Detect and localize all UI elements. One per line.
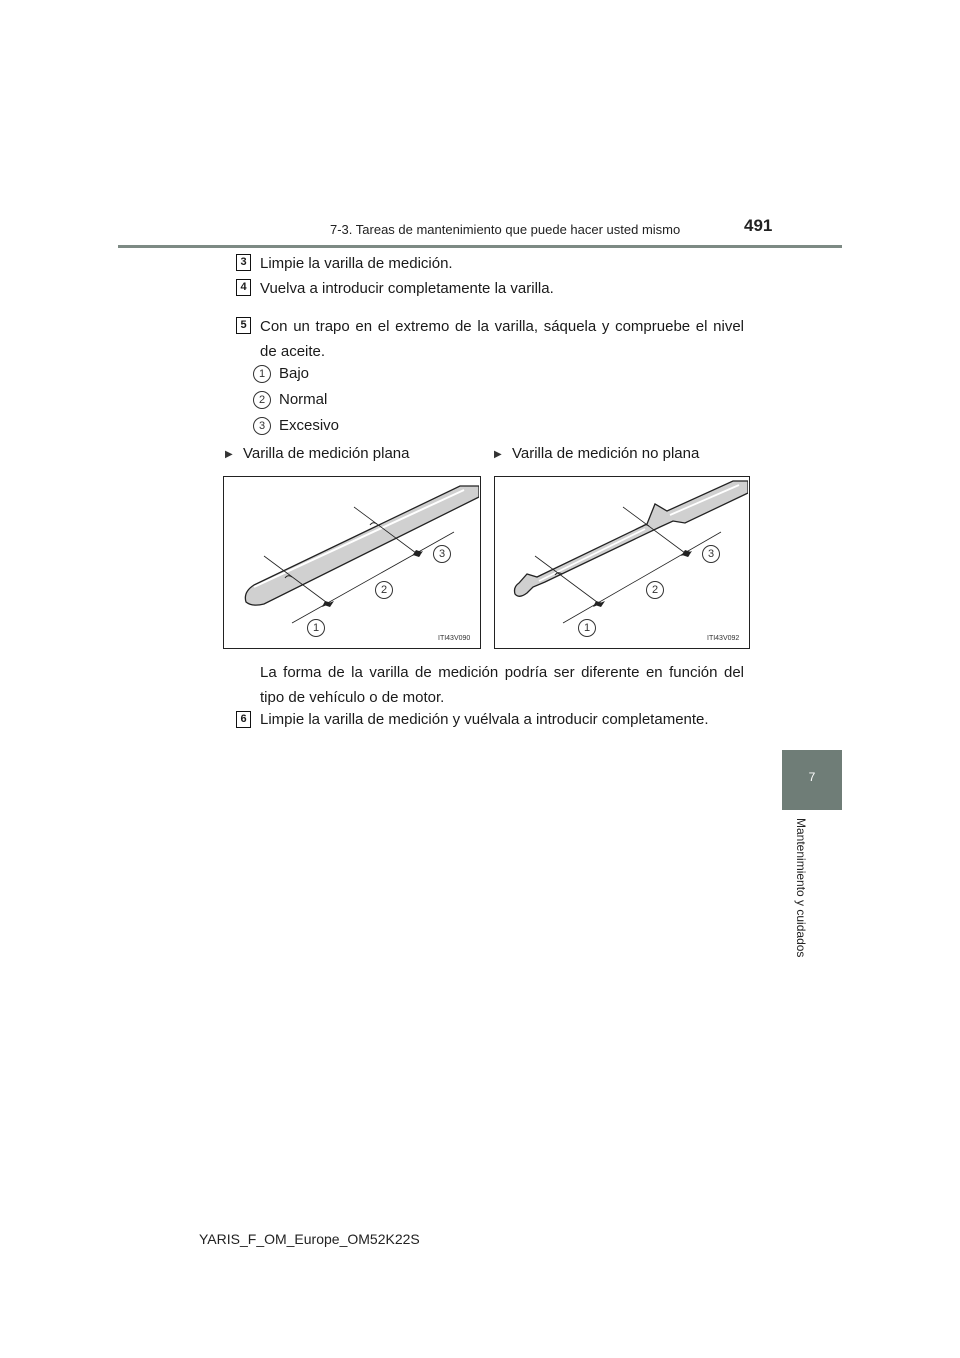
- legend-label-excessive: Excesivo: [279, 417, 340, 434]
- callout-normal: 2: [375, 581, 393, 599]
- legend-label-normal: Normal: [279, 391, 328, 408]
- figure-code: ITI43V090: [438, 635, 471, 642]
- step-4-text: Vuelva a introducir completamente la varilla.: [260, 280, 554, 297]
- step-3-text: Limpie la varilla de medición.: [260, 255, 453, 272]
- section-title: 7-3. Tareas de mantenimiento que puede hacer usted mismo: [330, 222, 681, 237]
- triangle-bullet-icon: ▶: [225, 449, 233, 460]
- figure-title-flat: Varilla de medición plana: [243, 445, 410, 462]
- step-badge-5: 5: [236, 317, 251, 334]
- triangle-bullet-icon: ▶: [494, 449, 502, 460]
- chapter-number: 7: [808, 770, 816, 784]
- figure-code: ITI43V092: [707, 635, 740, 642]
- note-text: La forma de la varilla de medición podría ser diferente en función del tipo de vehículo o de motor.: [260, 664, 744, 706]
- callout-excessive: 3: [433, 545, 451, 563]
- page-number: 491: [744, 216, 773, 235]
- callout-low: 1: [307, 619, 325, 637]
- step-5-text: Con un trapo en el extremo de la varilla, sáquela y compruebe el nivel de aceite.: [260, 318, 744, 360]
- legend-number-3: 3: [253, 417, 271, 435]
- step-badge-3: 3: [236, 254, 251, 271]
- callout-excessive: 3: [702, 545, 720, 563]
- step-6-text: Limpie la varilla de medición y vuélvala a introducir completamente.: [260, 711, 709, 728]
- figure-title-non-flat: Varilla de medición no plana: [512, 445, 700, 462]
- legend-label-low: Bajo: [279, 365, 310, 382]
- callout-normal: 2: [646, 581, 664, 599]
- legend-number-2: 2: [253, 391, 271, 409]
- chapter-title: Mantenimiento y cuidados: [794, 818, 808, 958]
- step-badge-4: 4: [236, 279, 251, 296]
- step-badge-6: 6: [236, 711, 251, 728]
- figure-non-flat-dipstick: [494, 476, 750, 649]
- figure-flat-dipstick: [223, 476, 481, 649]
- header-rule: [118, 245, 842, 248]
- callout-low: 1: [578, 619, 596, 637]
- legend-number-1: 1: [253, 365, 271, 383]
- document-id: YARIS_F_OM_Europe_OM52K22S: [199, 1231, 420, 1247]
